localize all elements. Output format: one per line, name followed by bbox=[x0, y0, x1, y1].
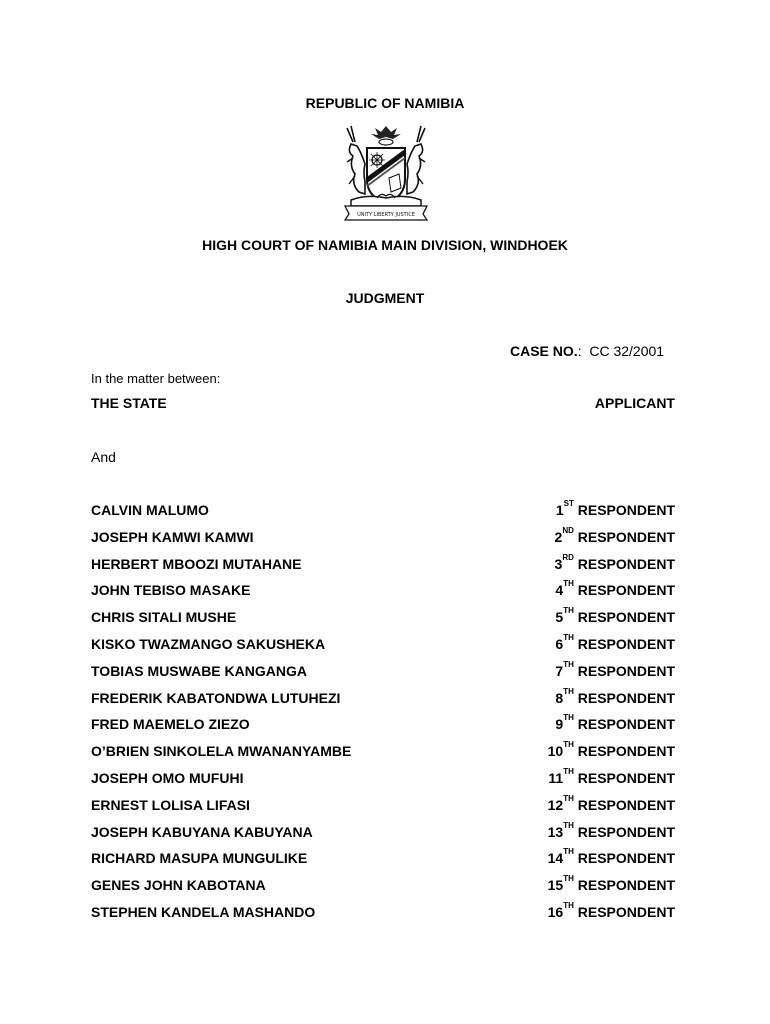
respondent-name: KISKO TWAZMANGO SAKUSHEKA bbox=[91, 636, 326, 652]
respondent-name: ERNEST LOLISA LIFASI bbox=[91, 797, 250, 813]
respondent-ordinal bbox=[555, 713, 574, 732]
respondent-ordinal-suffix: TH bbox=[563, 633, 574, 642]
respondent-ordinal-suffix: TH bbox=[563, 794, 574, 803]
respondent-name: HERBERT MBOOZI MUTAHANE bbox=[91, 556, 302, 572]
applicant-row bbox=[91, 395, 675, 415]
respondent-ordinal bbox=[548, 767, 574, 786]
respondent-ordinal-suffix: RD bbox=[562, 553, 574, 562]
respondent-name: JOHN TEBISO MASAKE bbox=[91, 582, 251, 598]
respondent-ordinal bbox=[555, 660, 574, 679]
respondent-row bbox=[91, 660, 675, 683]
respondent-name: FRED MAEMELO ZIEZO bbox=[91, 716, 250, 732]
respondent-position bbox=[555, 687, 675, 706]
respondent-role: RESPONDENT bbox=[577, 636, 675, 652]
applicant-role: APPLICANT bbox=[594, 395, 675, 411]
respondent-ordinal-number: 1 bbox=[555, 502, 564, 518]
respondent-row bbox=[91, 767, 675, 790]
respondent-position bbox=[555, 713, 675, 732]
respondent-ordinal-number: 4 bbox=[555, 582, 564, 598]
respondent-ordinal-number: 13 bbox=[547, 824, 564, 840]
respondent-name: JOSEPH OMO MUFUHI bbox=[91, 770, 244, 786]
respondent-ordinal bbox=[547, 901, 574, 920]
respondent-row bbox=[91, 874, 675, 897]
respondent-row bbox=[91, 794, 675, 817]
respondent-position bbox=[555, 660, 675, 679]
respondent-ordinal-number: 6 bbox=[555, 636, 564, 652]
respondent-position bbox=[547, 874, 675, 893]
respondent-position bbox=[547, 821, 675, 840]
respondent-ordinal-number: 2 bbox=[554, 529, 563, 545]
respondent-role: RESPONDENT bbox=[577, 609, 675, 625]
respondent-ordinal-number: 5 bbox=[555, 609, 564, 625]
respondent-position bbox=[554, 526, 675, 545]
respondent-row bbox=[91, 526, 675, 549]
respondent-ordinal bbox=[555, 579, 574, 598]
judgment-heading: JUDGMENT bbox=[345, 290, 425, 306]
respondent-row bbox=[91, 579, 675, 602]
respondent-role: RESPONDENT bbox=[577, 904, 675, 920]
respondent-ordinal bbox=[554, 526, 574, 545]
respondent-name: STEPHEN KANDELA MASHANDO bbox=[91, 904, 316, 920]
respondent-ordinal bbox=[547, 821, 574, 840]
respondent-row bbox=[91, 821, 675, 844]
respondent-ordinal-suffix: TH bbox=[563, 767, 574, 776]
respondent-ordinal-suffix: ND bbox=[562, 526, 574, 535]
respondent-role: RESPONDENT bbox=[577, 502, 675, 518]
respondent-role: RESPONDENT bbox=[577, 582, 675, 598]
respondent-row bbox=[91, 713, 675, 736]
respondent-row bbox=[91, 606, 675, 629]
respondent-ordinal-number: 7 bbox=[555, 663, 564, 679]
respondent-role: RESPONDENT bbox=[577, 529, 675, 545]
respondent-ordinal-number: 14 bbox=[547, 850, 564, 866]
respondent-role: RESPONDENT bbox=[577, 770, 675, 786]
respondent-role: RESPONDENT bbox=[577, 850, 675, 866]
respondent-name: O’BRIEN SINKOLELA MWANANYAMBE bbox=[91, 743, 352, 759]
respondent-ordinal bbox=[555, 499, 574, 518]
case-number-value: CC 32/2001 bbox=[589, 343, 665, 359]
respondent-ordinal-suffix: TH bbox=[563, 713, 574, 722]
country-heading: REPUBLIC OF NAMIBIA bbox=[305, 95, 465, 111]
respondent-ordinal-number: 12 bbox=[547, 797, 564, 813]
respondent-name: TOBIAS MUSWABE KANGANGA bbox=[91, 663, 307, 679]
respondent-ordinal-suffix: TH bbox=[563, 901, 574, 910]
respondent-ordinal-suffix: TH bbox=[563, 740, 574, 749]
respondent-ordinal bbox=[555, 687, 574, 706]
respondent-role: RESPONDENT bbox=[577, 797, 675, 813]
respondent-ordinal-suffix: TH bbox=[563, 821, 574, 830]
respondent-name: RICHARD MASUPA MUNGULIKE bbox=[91, 850, 308, 866]
respondent-role: RESPONDENT bbox=[577, 663, 675, 679]
respondent-role: RESPONDENT bbox=[577, 690, 675, 706]
respondent-position bbox=[547, 740, 675, 759]
respondent-position bbox=[555, 633, 675, 652]
respondent-role: RESPONDENT bbox=[577, 824, 675, 840]
case-number-line bbox=[510, 343, 664, 359]
respondent-ordinal-number: 8 bbox=[555, 690, 564, 706]
coat-of-arms-icon bbox=[337, 122, 435, 222]
respondent-ordinal-suffix: TH bbox=[563, 847, 574, 856]
respondent-ordinal-number: 15 bbox=[547, 877, 564, 893]
respondent-ordinal bbox=[547, 874, 574, 893]
respondent-position bbox=[547, 794, 675, 813]
respondent-position bbox=[547, 847, 675, 866]
respondent-ordinal bbox=[547, 740, 574, 759]
respondent-position bbox=[555, 579, 675, 598]
respondent-name: JOSEPH KAMWI KAMWI bbox=[91, 529, 254, 545]
respondent-ordinal-number: 10 bbox=[547, 743, 564, 759]
respondent-ordinal-suffix: TH bbox=[563, 874, 574, 883]
respondent-position bbox=[547, 901, 675, 920]
respondent-row bbox=[91, 499, 675, 522]
conjunction-and: And bbox=[91, 449, 116, 465]
respondent-ordinal bbox=[554, 553, 574, 572]
respondent-ordinal-number: 9 bbox=[555, 716, 564, 732]
respondent-name: GENES JOHN KABOTANA bbox=[91, 877, 266, 893]
respondent-role: RESPONDENT bbox=[577, 877, 675, 893]
respondent-ordinal-suffix: TH bbox=[563, 579, 574, 588]
respondent-role: RESPONDENT bbox=[577, 743, 675, 759]
court-heading: HIGH COURT OF NAMIBIA MAIN DIVISION, WINDHOEK bbox=[202, 237, 568, 253]
respondent-position bbox=[554, 553, 675, 572]
case-number-separator: : bbox=[577, 343, 582, 359]
respondent-row bbox=[91, 553, 675, 576]
respondent-ordinal-suffix: TH bbox=[563, 606, 574, 615]
respondent-ordinal bbox=[555, 633, 574, 652]
respondent-position bbox=[555, 606, 675, 625]
respondent-row bbox=[91, 847, 675, 870]
respondent-row bbox=[91, 687, 675, 710]
svg-text:UNITY LIBERTY JUSTICE: UNITY LIBERTY JUSTICE bbox=[357, 212, 415, 218]
case-number-label: CASE NO. bbox=[510, 343, 578, 359]
respondent-row bbox=[91, 901, 675, 924]
respondent-row bbox=[91, 740, 675, 763]
respondent-position bbox=[548, 767, 675, 786]
respondent-ordinal bbox=[555, 606, 574, 625]
applicant-name: THE STATE bbox=[91, 395, 167, 411]
respondent-ordinal-number: 3 bbox=[554, 556, 563, 572]
respondent-ordinal-number: 11 bbox=[548, 770, 564, 786]
respondent-ordinal bbox=[547, 847, 574, 866]
respondent-position bbox=[555, 499, 675, 518]
respondent-ordinal-suffix: TH bbox=[563, 687, 574, 696]
respondent-name: CHRIS SITALI MUSHE bbox=[91, 609, 237, 625]
respondent-ordinal bbox=[547, 794, 574, 813]
matter-intro: In the matter between: bbox=[91, 371, 221, 386]
respondent-ordinal-suffix: ST bbox=[563, 499, 574, 508]
respondent-ordinal-number: 16 bbox=[547, 904, 564, 920]
respondent-role: RESPONDENT bbox=[577, 716, 675, 732]
respondent-name: JOSEPH KABUYANA KABUYANA bbox=[91, 824, 313, 840]
respondent-name: CALVIN MALUMO bbox=[91, 502, 209, 518]
respondent-ordinal-suffix: TH bbox=[563, 660, 574, 669]
respondent-role: RESPONDENT bbox=[577, 556, 675, 572]
respondent-name: FREDERIK KABATONDWA LUTUHEZI bbox=[91, 690, 341, 706]
respondent-row bbox=[91, 633, 675, 656]
